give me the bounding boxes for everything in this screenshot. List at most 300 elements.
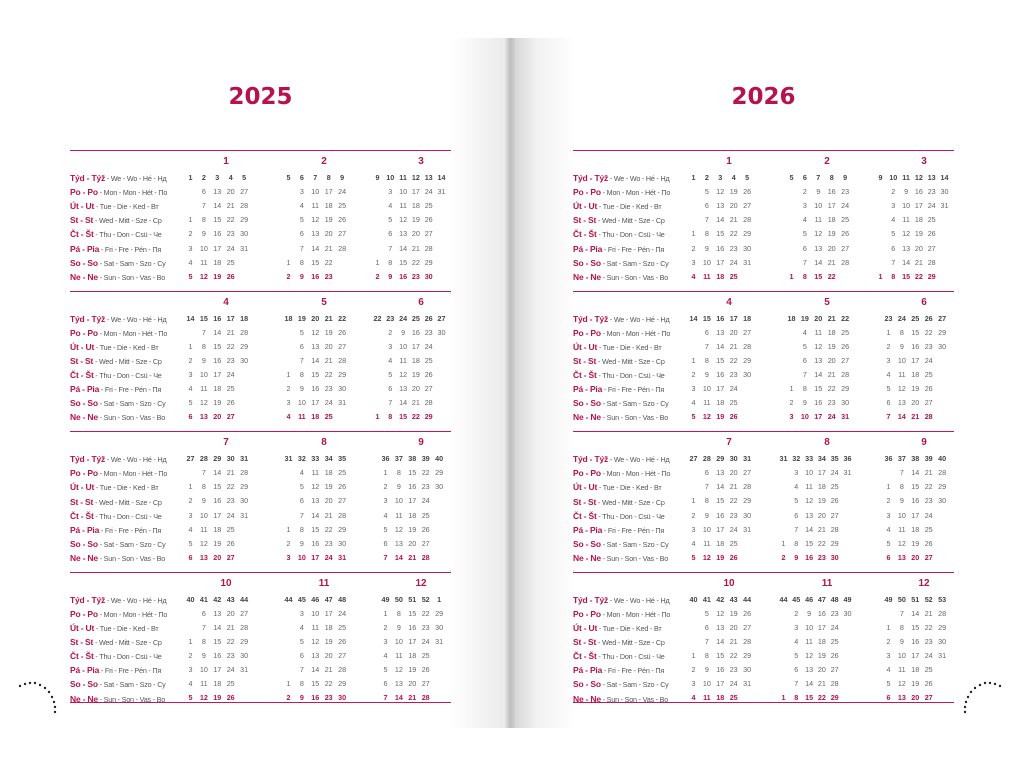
day-number: 17: [827, 201, 836, 211]
day-number: 31: [240, 510, 249, 520]
day-row: [280, 677, 368, 691]
day-number: 29: [435, 468, 444, 478]
day-number: 2: [691, 243, 696, 253]
day-number: 7: [383, 693, 388, 703]
day-number: 30: [843, 608, 852, 618]
day-label: [70, 509, 162, 523]
month-name: 11: [318, 577, 330, 589]
day-row: [377, 494, 465, 508]
day-number: 2: [886, 496, 891, 506]
week-number-row: [280, 312, 368, 326]
day-number: 31: [938, 651, 947, 661]
day-row: [880, 227, 968, 241]
day-label-rest: - Sat - Sam - Szo - Су: [97, 258, 166, 268]
week-number: 4: [731, 173, 736, 182]
bottom-divider: [70, 702, 451, 703]
day-number: 3: [188, 369, 193, 379]
day-row: [783, 326, 871, 340]
week-number: 18: [787, 313, 796, 323]
day-number: 19: [817, 651, 826, 661]
day-number: 13: [311, 229, 320, 239]
day-number: 19: [411, 369, 420, 379]
day-row: [685, 213, 773, 227]
day-row: [685, 635, 773, 649]
day-label-rest: - Fri - Fre - Pén - Пя: [99, 244, 162, 254]
day-number: 20: [827, 243, 836, 253]
day-label-cz: Pá - Pia: [70, 243, 100, 254]
day-label: [573, 509, 665, 523]
day-number: 16: [213, 651, 222, 661]
week-number: 14: [940, 173, 949, 182]
week-number: 28: [199, 454, 208, 464]
month-name: 5: [321, 296, 327, 308]
bottom-divider: [573, 702, 954, 703]
month-name: 9: [921, 437, 927, 449]
day-label: [573, 677, 669, 691]
day-number: 19: [914, 229, 923, 239]
day-row: [880, 270, 968, 284]
day-number: 24: [729, 257, 738, 267]
day-number: 30: [338, 538, 347, 548]
day-number: 28: [743, 482, 752, 492]
day-number: 4: [802, 327, 807, 337]
day-row: [783, 354, 871, 368]
day-number: 26: [841, 341, 850, 351]
day-number: 3: [691, 679, 696, 689]
day-number: 5: [891, 229, 896, 239]
day-number: 7: [299, 243, 304, 253]
day-number: 30: [938, 637, 947, 647]
day-row: [783, 551, 871, 565]
day-number: 14: [213, 327, 222, 337]
week-number-row: [182, 452, 270, 466]
day-number: 8: [704, 355, 709, 365]
day-number: 9: [704, 243, 709, 253]
day-number: 3: [286, 398, 291, 408]
day-label-cz: Po - Po: [573, 608, 601, 619]
day-number: 25: [830, 637, 839, 647]
week-number: 10: [889, 173, 898, 182]
day-row: [783, 242, 871, 256]
day-number: 16: [408, 622, 417, 632]
day-number: 19: [911, 538, 920, 548]
day-row: [783, 677, 871, 691]
day-label-rest: - Tue - Die - Ked - Вт: [597, 202, 662, 212]
day-label-cz: Čt - Št: [573, 370, 597, 380]
day-number: 19: [408, 665, 417, 675]
day-number: 1: [375, 257, 380, 267]
week-number: 12: [914, 173, 923, 182]
day-row: [182, 256, 270, 270]
day-number: 15: [311, 679, 320, 689]
day-label: [70, 171, 166, 185]
day-row: [182, 649, 270, 663]
day-number: 30: [435, 482, 444, 492]
day-number: 10: [399, 341, 408, 351]
day-number: 22: [324, 257, 333, 267]
day-number: 16: [911, 496, 920, 506]
day-number: 29: [938, 482, 947, 492]
day-number: 12: [311, 482, 320, 492]
day-number: 14: [911, 608, 920, 618]
month-name: 5: [824, 296, 830, 308]
week-number: 38: [911, 454, 920, 464]
day-number: 11: [703, 538, 711, 548]
day-row: [783, 185, 871, 199]
day-number: 19: [911, 679, 920, 689]
book-spine: [505, 38, 515, 728]
day-number: 13: [399, 229, 408, 239]
day-number: 9: [201, 651, 206, 661]
day-number: 24: [226, 510, 235, 520]
day-number: 8: [899, 327, 904, 337]
day-row: [783, 396, 871, 410]
day-row: [783, 480, 871, 494]
day-number: 27: [240, 187, 249, 197]
day-label: [573, 593, 669, 607]
day-number: 26: [421, 524, 430, 534]
day-number: 2: [886, 341, 891, 351]
day-label-rest: - Mon - Mon - Hét - По: [600, 188, 671, 198]
day-label-rest: - Wed - Mitt - Sze - Ср: [93, 356, 162, 366]
week-number-row: [779, 452, 871, 466]
day-label: [70, 256, 166, 270]
day-row: [880, 256, 968, 270]
day-number: 25: [226, 384, 235, 394]
day-row: [880, 213, 968, 227]
day-number: 31: [743, 679, 752, 689]
day-number: 12: [199, 398, 208, 408]
day-number: 5: [886, 538, 891, 548]
day-number: 14: [805, 524, 814, 534]
day-number: 21: [324, 355, 333, 365]
day-number: 5: [188, 398, 193, 408]
week-number: 47: [817, 594, 826, 604]
day-number: 14: [902, 257, 911, 267]
day-number: 14: [394, 693, 403, 703]
left-page: [20, 38, 509, 728]
day-row: [880, 396, 968, 410]
day-number: 30: [743, 665, 752, 675]
day-number: 1: [886, 622, 891, 632]
day-number: 27: [421, 679, 430, 689]
day-number: 2: [789, 398, 794, 408]
day-number: 1: [286, 679, 291, 689]
day-label-cz: Čt - Št: [70, 510, 94, 521]
day-row: [685, 410, 773, 424]
day-number: 10: [805, 622, 814, 632]
day-number: 13: [311, 651, 320, 661]
day-label-cz: Týd - Týž: [573, 454, 609, 465]
day-number: 21: [827, 369, 836, 379]
day-number: 18: [411, 201, 420, 211]
day-row: [280, 396, 368, 410]
week-number: 41: [702, 594, 711, 604]
day-number: 12: [716, 608, 725, 618]
day-number: 9: [899, 341, 904, 351]
day-number: 6: [383, 679, 388, 689]
day-number: 1: [286, 524, 291, 534]
week-number: 42: [716, 594, 725, 604]
day-number: 10: [702, 524, 711, 534]
day-number: 4: [383, 510, 388, 520]
day-row: [182, 635, 270, 649]
day-number: 6: [299, 651, 304, 661]
day-number: 6: [383, 538, 388, 548]
day-row: [377, 480, 465, 494]
day-row: [377, 523, 465, 537]
day-number: 13: [805, 510, 814, 520]
day-number: 20: [226, 608, 235, 618]
day-number: 15: [408, 468, 417, 478]
day-row: [880, 537, 968, 551]
day-number: 4: [691, 538, 696, 548]
day-label: [573, 396, 669, 410]
day-number: 7: [899, 608, 904, 618]
day-number: 25: [226, 524, 235, 534]
week-number: 12: [411, 173, 420, 182]
day-number: 26: [226, 693, 235, 703]
day-label: [70, 185, 167, 199]
day-number: 20: [911, 552, 920, 562]
day-label-cz: Týd - Týž: [573, 173, 609, 183]
day-number: 19: [213, 693, 222, 703]
day-label-rest: - Mon - Mon - Hét - По: [600, 469, 671, 479]
day-number: 6: [886, 693, 891, 703]
day-label-cz: Po - Po: [70, 608, 98, 619]
day-row: [783, 213, 871, 227]
day-number: 12: [897, 384, 906, 394]
day-label-cz: Čt - Št: [573, 510, 597, 521]
day-number: 27: [226, 552, 235, 562]
day-label: [70, 340, 158, 354]
day-label-cz: Út - Ut: [573, 623, 598, 633]
day-number: 10: [702, 257, 711, 267]
day-label-cz: Út - Ut: [573, 482, 598, 493]
day-number: 23: [411, 271, 420, 281]
month-name: 2: [321, 156, 327, 167]
day-number: 19: [213, 398, 222, 408]
week-number: 21: [827, 313, 836, 323]
day-label-rest: - Wed - Mitt - Sze - Ср: [596, 216, 665, 226]
day-number: 11: [703, 693, 711, 703]
day-label-cz: Týd - Týž: [70, 173, 106, 183]
day-row: [377, 256, 465, 270]
day-number: 1: [383, 468, 388, 478]
day-number: 3: [388, 187, 393, 197]
day-label-cz: So - So: [70, 398, 98, 409]
day-label: [70, 382, 161, 396]
week-number: 47: [324, 594, 333, 604]
day-number: 4: [188, 679, 193, 689]
day-label: [573, 410, 668, 424]
day-number: 16: [311, 693, 320, 703]
day-number: 29: [240, 482, 249, 492]
day-number: 31: [338, 398, 347, 408]
day-number: 21: [729, 482, 738, 492]
day-number: 10: [311, 608, 320, 618]
day-number: 27: [338, 341, 347, 351]
day-label-cz: So - So: [573, 398, 601, 409]
day-number: 10: [800, 412, 809, 422]
week-number: 9: [878, 173, 883, 182]
day-number: 6: [794, 510, 799, 520]
day-row: [280, 242, 368, 256]
day-label-rest: - Fri - Fre - Pén - Пя: [602, 385, 665, 395]
day-label: [70, 677, 166, 691]
day-number: 25: [226, 257, 235, 267]
day-number: 11: [898, 524, 906, 534]
week-number: 7: [816, 173, 821, 182]
day-row: [880, 523, 968, 537]
day-number: 10: [199, 369, 208, 379]
day-label-rest: - Thu - Don - Csü - Че: [93, 511, 162, 521]
day-label: [573, 256, 669, 270]
day-number: 31: [240, 243, 249, 253]
day-number: 17: [213, 369, 222, 379]
day-number: 2: [188, 229, 193, 239]
day-number: 2: [188, 496, 193, 506]
day-label-cz: Ne - Ne: [70, 552, 98, 563]
day-number: 30: [841, 398, 850, 408]
day-number: 1: [188, 482, 193, 492]
day-number: 19: [817, 496, 826, 506]
week-number: 32: [792, 454, 801, 464]
day-label-cz: Po - Po: [573, 327, 601, 338]
day-row: [880, 466, 968, 480]
day-row: [685, 537, 773, 551]
day-row: [182, 382, 270, 396]
day-number: 2: [286, 538, 291, 548]
day-number: 15: [716, 229, 725, 239]
day-number: 6: [299, 341, 304, 351]
day-number: 10: [394, 496, 403, 506]
day-label-rest: - Sun - Son - Vas - Во: [600, 413, 669, 423]
day-number: 9: [899, 637, 904, 647]
day-number: 23: [226, 496, 235, 506]
day-row: [280, 270, 368, 284]
day-number: 1: [286, 257, 291, 267]
day-row: [880, 551, 968, 565]
day-row: [685, 663, 773, 677]
day-number: 12: [394, 665, 403, 675]
week-number: 24: [897, 313, 906, 323]
week-number: 5: [745, 173, 750, 182]
day-row: [377, 354, 465, 368]
week-number-row: [373, 312, 465, 326]
day-row: [377, 663, 465, 677]
day-number: 27: [226, 412, 235, 422]
day-number: 24: [924, 510, 933, 520]
day-number: 1: [286, 369, 291, 379]
day-number: 13: [716, 201, 725, 211]
day-number: 19: [324, 637, 333, 647]
day-number: 8: [299, 679, 304, 689]
day-row: [880, 607, 968, 621]
day-number: 11: [902, 215, 910, 225]
week-number: 52: [924, 594, 933, 604]
day-row: [280, 621, 368, 635]
day-row: [182, 537, 270, 551]
month-name: 6: [418, 296, 424, 308]
day-label: [573, 213, 665, 227]
day-number: 7: [383, 552, 388, 562]
day-number: 28: [743, 341, 752, 351]
day-number: 28: [338, 355, 347, 365]
day-row: [182, 607, 270, 621]
day-label-rest: - Sun - Son - Vas - Во: [600, 694, 669, 704]
day-number: 2: [802, 187, 807, 197]
day-number: 8: [299, 257, 304, 267]
day-number: 16: [827, 187, 836, 197]
day-number: 27: [743, 468, 752, 478]
day-number: 13: [814, 355, 823, 365]
day-number: 13: [897, 693, 906, 703]
day-number: 26: [729, 552, 738, 562]
day-number: 17: [814, 412, 823, 422]
week-number-row: [182, 171, 270, 185]
day-number: 27: [338, 496, 347, 506]
week-number: 20: [814, 313, 823, 323]
day-number: 9: [704, 665, 709, 675]
day-label-rest: - Sat - Sam - Szo - Су: [97, 399, 166, 409]
day-number: 15: [716, 651, 725, 661]
day-number: 20: [408, 538, 417, 548]
day-number: 28: [240, 327, 249, 337]
day-number: 27: [927, 243, 936, 253]
day-number: 15: [814, 384, 823, 394]
day-number: 17: [324, 187, 333, 197]
day-number: 28: [924, 412, 933, 422]
day-row: [685, 466, 773, 480]
week-number: 13: [424, 173, 433, 182]
day-row: [880, 199, 968, 213]
day-number: 24: [421, 496, 430, 506]
day-row: [880, 242, 968, 256]
day-row: [377, 326, 465, 340]
day-number: 1: [789, 271, 794, 281]
day-number: 4: [794, 637, 799, 647]
day-number: 30: [938, 341, 947, 351]
day-number: 20: [408, 679, 417, 689]
day-number: 21: [924, 468, 933, 478]
day-label: [70, 593, 166, 607]
week-number: 27: [938, 313, 947, 323]
day-number: 1: [886, 327, 891, 337]
day-number: 22: [226, 637, 235, 647]
day-number: 8: [201, 637, 206, 647]
day-row: [280, 649, 368, 663]
day-number: 18: [911, 665, 920, 675]
day-number: 5: [188, 271, 193, 281]
day-row: [377, 213, 465, 227]
day-row: [377, 537, 465, 551]
day-number: 27: [841, 355, 850, 365]
day-label-rest: - Thu - Don - Csü - Че: [93, 652, 162, 662]
year-title: 2025: [228, 84, 293, 110]
week-number: 22: [373, 313, 382, 323]
day-number: 29: [240, 215, 249, 225]
day-number: 20: [729, 201, 738, 211]
day-number: 3: [299, 608, 304, 618]
day-label: [573, 270, 668, 284]
day-label-cz: Pá - Pia: [573, 243, 603, 254]
day-number: 29: [927, 271, 936, 281]
week-number: 30: [729, 454, 738, 464]
day-number: 7: [299, 510, 304, 520]
day-label-cz: Pá - Pia: [70, 665, 100, 676]
day-row: [880, 649, 968, 663]
